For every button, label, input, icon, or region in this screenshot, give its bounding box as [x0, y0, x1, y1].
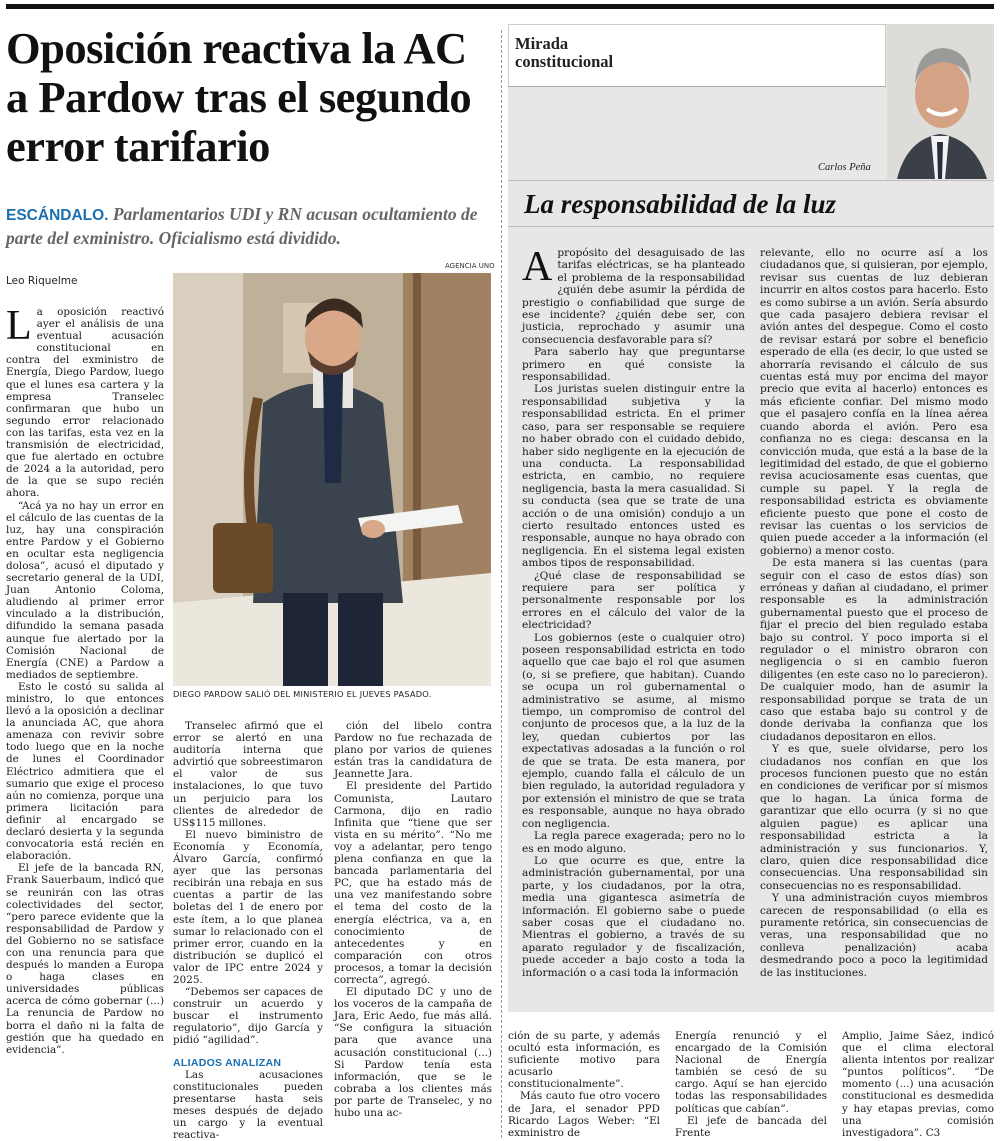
- article-paragraph: El presidente del Partido Comunista, Lautaro Carmona, dijo en radio Infinita que “tiene que ser vista en su mérito”. “No me voy a adelantar, pero tengo plena confianza en que la bancada parlamentaria del PC, que ha estado más de una vez manifestando sobre el tema del costo de la energía eléctrica, va a, en conocimiento de antecedentes y en comparación con otros procesos, a tomar la decisión correcta”, agregó.: [334, 780, 492, 986]
- drop-cap: A: [522, 244, 553, 290]
- byline: Leo Riquelme: [6, 275, 78, 287]
- article-column-4: [508, 1030, 660, 1139]
- article-paragraph: Transelec afirmó que el error se alertó en una auditoría interna que advirtió que sobreestimaron el valor de sus instalaciones, lo que tuvo un perjuicio para los clientes de alrededor de US$115 millones.: [173, 720, 323, 829]
- article-paragraph: ción de su parte, y además ocultó esta información, es suficiente motivo para acusarlo constitucionalmente”.: [508, 1030, 660, 1091]
- author-name: Carlos Peña: [818, 162, 871, 173]
- article-paragraph: El diputado DC y uno de los voceros de la campaña de Jara, Eric Aedo, fue más allá. “Se configura la situación para que avance una acusación constitucional (...) Si Pardow tenía esta información, que se le cobraba a los clientes más por parte de Transelec, y no hubo una ac-: [334, 986, 492, 1119]
- article-column-2: [173, 720, 323, 1141]
- article-paragraph: Esto le costó su salida al ministro, lo que entonces llevó a la oposición a declinar la anunciada AC, que ahora amenaza con revivir sobre todo luego que en la noche de lunes el Coordinador Eléctrico admitiera que el sumario que exige el proceso aún no comienza, porque una primera licitación para definir al encargado se declaró desierta y la segunda convocatoria está recién en elaboración.: [6, 680, 164, 863]
- opinion-title: La responsabilidad de la luz: [524, 189, 837, 219]
- drop-cap: L: [6, 303, 32, 349]
- column-divider: [501, 30, 502, 1138]
- article-paragraph: “Acá ya no hay un error en el cálculo de las cuentas de la luz, hay una conspiración entre Pardow y el Gobierno en ocultar esta negligencia dolosa”, acusó el diputado y secretario general de la UDI, Juan Antonio Coloma, aludiendo al primer error vinculado a la distribución, difundido la semana pasada aunque fue alertado por la Comisión Nacional de Energía (CNE) a Pardow a mediados de septiembre.: [6, 499, 164, 681]
- article-paragraph: ción del libelo contra Pardow no fue rechazada de plano por varios de quienes están tras la candidatura de Jeannette Jara.: [334, 720, 492, 781]
- section-rule: [508, 86, 886, 87]
- opinion-column-2: [760, 247, 988, 979]
- headline: Oposición reactiva la AC a Pardow tras el segundo error tarifario: [6, 23, 472, 171]
- author-photo: [887, 24, 994, 179]
- article-paragraph: “Debemos ser capaces de construir un acuerdo y buscar el instrumento regulatorio”, dijo García y pidió “agilidad”.: [173, 986, 323, 1047]
- article-paragraph: El jefe de la bancada RN, Frank Sauerbaum, indicó que se reunirán con las otras colectividades del sector, “pero parece evidente que la responsabilidad de Pardow y del Gobierno no se satisface con una renuncia para que después lo manden a Europa o haga clases en universidades públicas acerca de cómo gobernar (...) La renuncia de Pardow no borra el daño ni la falta de gestión que ha quedado en evidencia”.: [6, 862, 164, 1056]
- article-subhead: ALIADOS ANALIZAN: [173, 1056, 282, 1069]
- article-column-5: [675, 1030, 827, 1139]
- article-paragraph: El nuevo biministro de Economía y Economía, Álvaro García, confirmó ayer que las personas recibirán una rebaja en sus cuentas a partir de las boletas del 1 de enero por este ítem, a lo que planea sumar lo relacionado con el primer error, cuando en la distribución se duplicó el valor de IPC entre 2024 y 2025.: [173, 828, 323, 986]
- article-paragraph: Amplio, Jaime Sáez, indicó que el clima electoral alienta intentos por realizar “puntos políticos”. “De momento (...) una acusación constitucional es desmedida y hay etapas previas, como una comisión investigadora”. C3: [842, 1030, 994, 1139]
- opinion-title-bar: [508, 180, 994, 227]
- man-walking-illustration: [173, 273, 491, 686]
- main-photo: [173, 273, 491, 686]
- article-paragraph: Más cauto fue otro vocero de Jara, el senador PPD Ricardo Lagos Weber: “El exministro de: [508, 1090, 660, 1139]
- opinion-paragraph: Y es que, suele olvidarse, pero los ciudadanos nos confían en que los procesos funcionen puesto que no están en condiciones de verificar por sí mismos que lo hagan. La única forma de garantizar que ello ocurra (y si no que alguien pague) es aplicar una responsabilidad estricta a la administración y sus funcionarios. Y, claro, quien dice responsabilidad dice consecuencias. Una responsabilidad sin consecuencias no es responsabilidad.: [760, 743, 988, 892]
- opinion-paragraph: Los juristas suelen distinguir entre la responsabilidad subjetiva y la responsabilidad estricta. En el primer caso, para ser responsable se requiere no haber obrado con el cuidado debido, haber sido negligente en la ejecución de una conducta. La responsabilidad estricta, en cambio, no requiere negligencia, basta la mera casualidad. Si su conducta (sea que se trate de una acción o de una omisión) condujo a un cierto resultado entonces usted es responsable, aunque no haya obrado con negligencia. En el sistema legal existen ambos tipos de responsabilidad.: [522, 383, 745, 570]
- article-paragraph: Las acusaciones constitucionales pueden presentarse hasta seis meses después de dejado un cargo y la eventual reactiva-: [173, 1068, 323, 1141]
- opinion-paragraph: La regla parece exagerada; pero no lo es en modo alguno.: [522, 830, 745, 855]
- opinion-paragraph: Para saberlo hay que preguntarse primero en qué consiste la responsabilidad.: [522, 346, 745, 384]
- section-label: Mirada constitucional: [515, 34, 614, 71]
- top-rule: [6, 4, 994, 9]
- article-column-1: [6, 303, 164, 1056]
- opinion-paragraph: Los gobiernos (este o cualquier otro) poseen responsabilidad estricta en todo aquello que cae bajo el rol que asumen (o, si se prefiere, que habitan). Cuando se ocupa un rol gubernamental o administrativo se asume, al mismo tiempo, un compromiso de control del conjunto de procesos que, a la luz de la ley, quedan cubiertos por las expectativas adosadas a la función o rol de que se trata. De esta manera, por ejemplo, cuando falla el cálculo de un bien regulado, la autoridad reguladora y por extensión el ministro de que se trata es responsable, aunque no haya obrado con negligencia.: [522, 631, 745, 830]
- opinion-paragraph: Y una administración cuyos miembros carecen de responsabilidad (o ella es puramente retórica, sin consecuencias de veras, una responsabilidad que no conlleva penalización) acaba desmedrando poco a poco la legitimidad de las instituciones.: [760, 892, 988, 979]
- author-portrait: [887, 24, 994, 179]
- opinion-paragraph: De esta manera si las cuentas (para seguir con el caso de estos días) son erróneas y dañan al ciudadano, el primer responsable es la administración gubernamental puesto que el proceso de fijar el precio del bien regulado estaba bajo su control. Y poco importa si el regulador o el ministro obraron con negligencia o si en cambio fueron diligentes (en este caso no lo parecieron). De cualquier modo, han de asumir la responsabilidad porque se trata de un caso que estaba bajo su control y de donde derivaba la confianza que los ciudadanos depositaron en ellos.: [760, 557, 988, 743]
- photo-caption: DIEGO PARDOW SALIÓ DEL MINISTERIO EL JUEVES PASADO.: [173, 689, 432, 699]
- deck: [6, 203, 496, 249]
- opinion-paragraph: Apropósito del desaguisado de las tarifas eléctricas, se ha planteado el problema de la responsabilidad ¿quién debe asumir la pérdida de prestigio o confiabilidad que surge de ese incidente? ¿quién debe ser, con justicia, reprochado y asumir una consecuencia desfavorable para sí?: [522, 244, 745, 346]
- deck-text: Parlamentarios UDI y RN acusan ocultamiento de parte del exministro. Oficialismo está dividido.: [6, 204, 478, 248]
- article-paragraph: El jefe de bancada del Frente: [675, 1114, 827, 1139]
- article-column-3: [334, 720, 492, 1119]
- article-paragraph: Energía renunció y el encargado de la Comisión Nacional de Energía también se cesó de su cargo. Aquí se han ejercido todas las responsabilidades políticas que cabían”.: [675, 1030, 827, 1115]
- photo-credit: AGENCIA UNO: [445, 262, 495, 270]
- article-column-6: [842, 1030, 994, 1139]
- opinion-paragraph: ¿Qué clase de responsabilidad se requiere para ser política y personalmente responsable por los errores en el cálculo del valor de la electricidad?: [522, 569, 745, 632]
- opinion-paragraph: Lo que ocurre es que, entre la administración gubernamental, por una parte, y los ciudadanos, por la otra, media una gigantesca asimetría de información. El gobierno sabe o puede saber cosas que el ciudadano no. Mientras el gobierno, a través de su aparato regulador y de fiscalización, puede acceder a bajo costo a toda la información o a casi toda la información: [522, 854, 745, 979]
- opinion-column-1: [522, 244, 745, 979]
- opinion-paragraph: relevante, ello no ocurre así a los ciudadanos que, si quisieran, por ejemplo, revisar sus cuentas de luz debieran incurrir en altos costos para hacerlo. Esto es como subirse a un avión. Sería absurdo que cada pasajero debiera revisar el avión antes del despegue. Como el costo de revisar estará por sobre el beneficio esperado de ella (es decir, lo que usted se ahorraría revisando el cálculo de sus cuentas está muy por encima del mayor precio que evita al hacerlo) entonces es más eficiente confiar. Del mismo modo que el pasajero confía en la línea aérea cuando aborda el avión. Pero esa confianza no es ciega: descansa en la convicción muda, que está a la base de la legitimidad del estado, de que el gobierno revisa acuciosamente esas cuentas, que cumple su papel. Y la regla de responsabilidad estricta es obviamente eficiente puesto que pone el costo de revisar las cuentas o los servicios de quien puede acceder a la información (el gobierno) a menor costo.: [760, 247, 988, 557]
- article-paragraph: La oposición reactivó ayer el análisis de una eventual acusación constitucional en contra del exministro de Energía, Diego Pardow, luego que el lunes esa cartera y la empresa Transelec confirmaran que hubo un segundo error relacionado con las tarifas, esta vez en la transmisión de electricidad, que fue alertado en octubre de 2024 a la autoridad, pero de la que se supo recién ahora.: [6, 303, 164, 500]
- deck-kicker: ESCÁNDALO.: [6, 207, 109, 224]
